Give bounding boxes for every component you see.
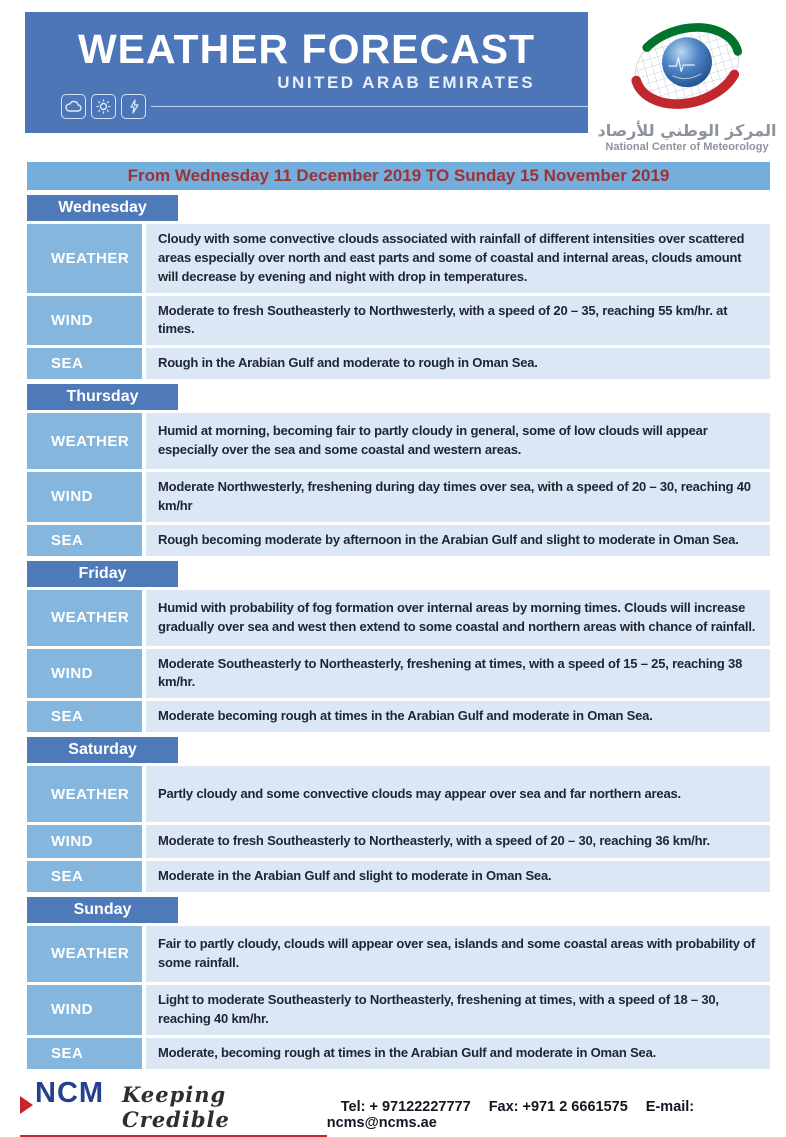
weather-label: WEATHER	[27, 926, 142, 982]
wind-row	[27, 825, 770, 858]
wind-text: Moderate to fresh Southeasterly to Northwesterly, with a speed of 20 – 35, reaching 55 km/hr. at times.	[158, 302, 728, 337]
sea-row	[27, 861, 770, 892]
ncm-logo	[588, 12, 786, 153]
ncm-logo-arabic: المركز الوطني للأرصاد	[597, 121, 777, 140]
day-section-friday	[27, 561, 770, 733]
page-title: WEATHER FORECAST	[77, 26, 536, 72]
sea-label: SEA	[27, 348, 142, 379]
weather-icon-strip	[25, 93, 588, 119]
contact-tel: Tel: + 97122227777	[340, 1098, 471, 1115]
sea-row	[27, 525, 770, 556]
wind-label: WIND	[27, 649, 142, 699]
day-header-friday: Friday	[27, 561, 178, 587]
weather-row	[27, 766, 770, 822]
ncm-triangle-icon	[20, 1096, 33, 1114]
weather-row	[27, 224, 770, 293]
weather-row	[27, 926, 770, 982]
day-section-thursday	[27, 384, 770, 556]
day-section-sunday	[27, 897, 770, 1069]
weather-label: WEATHER	[27, 413, 142, 469]
day-section-saturday	[27, 737, 770, 892]
ncm-logo-english: National Center of Meteorology	[605, 141, 769, 153]
day-header-saturday: Saturday	[27, 737, 178, 763]
wind-text: Moderate Northwesterly, freshening during day times over sea, with a speed of 20 – 30, reaching 40 km/hr	[158, 479, 751, 513]
sea-row	[27, 701, 770, 732]
sea-label: SEA	[27, 701, 142, 732]
date-range-bar: From Wednesday 11 December 2019 TO Sunday 15 November 2019	[27, 162, 770, 190]
day-header-thursday: Thursday	[27, 384, 178, 410]
forecast-table	[27, 195, 770, 1069]
sun-icon	[91, 94, 116, 119]
wind-text: Moderate Southeasterly to Northeasterly, freshening at times, with a speed of 15 – 25, reaching 38 km/hr.	[158, 655, 743, 690]
sea-text: Rough becoming moderate by afternoon in the Arabian Gulf and slight to moderate in Oman Sea.	[158, 531, 739, 547]
cloud-icon	[61, 94, 86, 119]
day-section-wednesday	[27, 195, 770, 379]
ncm-brand: NCM	[35, 1076, 105, 1109]
weather-row	[27, 590, 770, 646]
wind-row	[27, 649, 770, 699]
sea-row	[27, 348, 770, 379]
ncm-logo-mark	[612, 18, 762, 114]
lightning-icon	[121, 94, 146, 119]
wind-text: Moderate to fresh Southeasterly to Northeasterly, with a speed of 20 – 30, reaching 36 km/hr.	[158, 833, 710, 849]
weather-text: Partly cloudy and some convective clouds may appear over sea and far northern areas.	[158, 785, 681, 801]
weather-row	[27, 413, 770, 469]
ncm-footer-logo	[20, 1076, 327, 1137]
sea-label: SEA	[27, 1038, 142, 1069]
wind-row	[27, 985, 770, 1035]
sea-row	[27, 1038, 770, 1069]
weather-text: Fair to partly cloudy, clouds will appear over sea, islands and some coastal areas with probability of some rainfall.	[158, 936, 756, 970]
sea-label: SEA	[27, 525, 142, 556]
day-header-wednesday: Wednesday	[27, 195, 178, 221]
sea-text: Moderate becoming rough at times in the Arabian Gulf and moderate in Oman Sea.	[158, 708, 653, 724]
weather-text: Cloudy with some convective clouds associated with rainfall of different intensities over scattered areas especially over north and east parts and some of coastal and internal areas, clouds amount will decrease by evening and night with drop in temperatures.	[158, 231, 745, 284]
header	[0, 12, 786, 153]
sea-label: SEA	[27, 861, 142, 892]
wind-label: WIND	[27, 296, 142, 346]
wind-label: WIND	[27, 472, 142, 522]
page-subtitle: UNITED ARAB EMIRATES	[277, 73, 536, 93]
wind-label: WIND	[27, 825, 142, 858]
wind-row	[27, 296, 770, 346]
wind-row	[27, 472, 770, 522]
weather-label: WEATHER	[27, 766, 142, 822]
contact-fax: Fax: +971 2 6661575	[488, 1098, 628, 1115]
footer	[20, 1076, 770, 1137]
sea-text: Rough in the Arabian Gulf and moderate to rough in Oman Sea.	[158, 355, 538, 371]
weather-label: WEATHER	[27, 224, 142, 293]
ncm-tagline: Keeping Credible	[122, 1081, 230, 1132]
contact-info	[327, 1099, 770, 1137]
weather-text: Humid at morning, becoming fair to partly cloudy in general, some of low clouds will appear especially over the sea and some coastal and western areas.	[158, 423, 708, 458]
weather-label: WEATHER	[27, 590, 142, 646]
wind-label: WIND	[27, 985, 142, 1035]
contact-email: E-mail: ncms@ncms.ae	[326, 1098, 695, 1131]
wind-text: Light to moderate Southeasterly to Northeasterly, freshening at times, with a speed of 18 – 30, reaching 40 km/hr.	[158, 991, 719, 1026]
weather-text: Humid with probability of fog formation over internal areas by morning times. Clouds will increase gradually over sea and west then extend to some coastal and northern areas with chance of rainfall.	[158, 599, 756, 634]
day-header-sunday: Sunday	[27, 897, 178, 923]
title-banner	[25, 12, 588, 133]
sea-text: Moderate, becoming rough at times in the Arabian Gulf and moderate in Oman Sea.	[158, 1044, 657, 1060]
sea-text: Moderate in the Arabian Gulf and slight to moderate in Oman Sea.	[158, 868, 552, 884]
